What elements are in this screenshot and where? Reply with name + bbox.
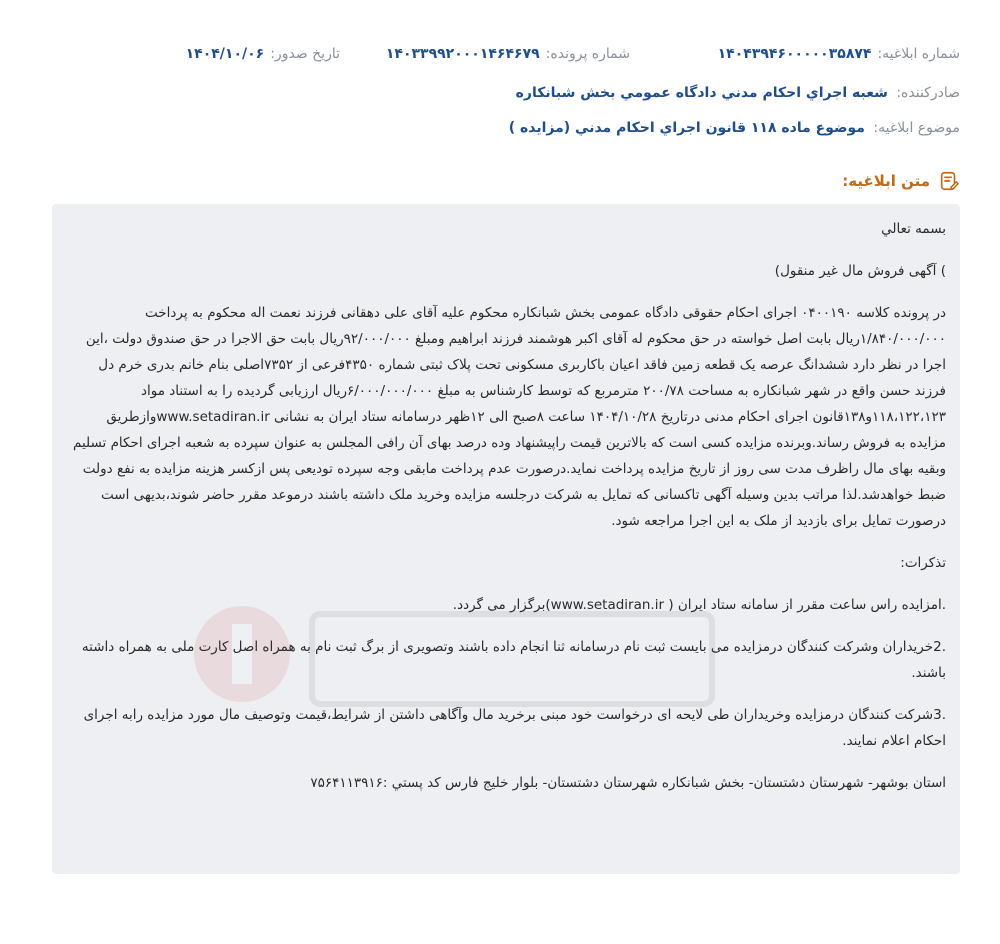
document-edit-icon: [938, 170, 960, 192]
notes-heading: تذکرات:: [900, 555, 946, 571]
body-main-paragraph: در پرونده کلاسه ۰۴۰۰۱۹۰ اجرای احکام حقوقی دادگاه عمومی بخش شبانکاره محکوم علیه آقای علی دهقانی فرزند نعمت اله محکوم به پرداخت ۱/۸۴۰/۰۰۰/۰۰۰ریال بابت اصل خواسته در حق محکوم له آقای اکبر هوشمند فرزند ابراهیم ومبلغ ۹۲/۰۰۰/۰۰۰ریال بابت حق الاجرا در حق صندوق دولت ،این اجرا در نظر دارد ششدانگ عرصه یک قطعه زمین فاقد اعیان باکاربری مسکونی تحت پلاک ثبتی شماره ۴۳۵۰فرعی از ۷۳۵۲اصلی بنام خانم بدری خرم دل فرزند حسن واقع در شهر شبانکاره به مساحت ۲۰۰/۷۸ مترمربع که توسط کارشناس به مبلغ ۶/۰۰۰/۰۰۰/۰۰۰ریال ارزیابی گردیده را به استناد مواد ۱۱۸،۱۲۲،۱۲۳و۱۳۸قانون اجرای احکام مدنی درتاریخ ۱۴۰۴/۱۰/۲۸ ساعت ۸صبح الی ۱۲ظهر درسامانه ستاد ایران به نشانی www.setadiran.irوازطریق مزایده به فروش رساند.وبرنده مزایده کسی است که بالاترین قیمت راپیشنهاد وده درصد بهای آن رافی المجلس به عنوان سپرده به شعبه اجرای احکام تسلیم وبقیه بهای مال راظرف مدت سی روز از تاریخ مزایده پرداخت نماید.درصورت عدم پرداخت مابقی وجه سپرده تودیعی پس ازکسر هزینه مزایده به نفع دولت ضبط خواهدشد.لذا مراتب بدین وسیله آگهی تاکسانی که تمایل به شرکت درجلسه مزایده وخرید ملک داشته باشند درموعد مقرر حاضر شوند،بدیهی است درصورت تمایل برای بازدید از ملک به این اجرا مراجعه شود.: [72, 305, 946, 529]
notice-text-panel: [52, 204, 960, 874]
subject-value: موضوع ماده ۱۱۸ قانون اجراي احکام مدني (مزايده ): [508, 120, 865, 136]
file-number-value: ۱۴۰۳۳۹۹۲۰۰۰۱۴۶۴۶۷۹: [385, 46, 540, 62]
subject-line: [509, 120, 960, 136]
file-number-label: شماره پرونده:: [545, 46, 630, 62]
notice-number-value: ۱۴۰۴۳۹۴۶۰۰۰۰۰۳۵۸۷۴: [717, 46, 872, 62]
notice-body: [66, 216, 946, 812]
issuer-value: شعبه اجراي احکام مدني دادگاه عمومي بخش شبانکاره: [515, 85, 888, 101]
address-line: استان بوشهر- شهرستان دشتستان- بخش شبانکاره شهرستان دشتستان- بلوار خلیج فارس کد پستي :۷۵۶۴۱۱۳۹۱۶: [310, 775, 946, 791]
issue-date-label: تاریخ صدور:: [270, 46, 340, 62]
issuer-line: [516, 85, 960, 101]
issue-date: [186, 46, 340, 62]
notice-number-label: شماره ابلاغیه:: [877, 46, 960, 62]
issuer-label: صادرکننده:: [896, 85, 960, 101]
note-3: .3شرکت کنندگان درمزایده وخریداران طی لایحه ای درخواست خود مبنی برخرید مال وآگاهی داشتن از شرایط،قیمت وتوصیف مال مورد مزایده رابه اجرای احکام اعلام نمایند.: [83, 707, 946, 749]
body-opening: بسمه تعالي: [881, 221, 946, 237]
notice-text-header: [842, 170, 960, 192]
body-heading: ) آگهی فروش مال غیر منقول): [774, 263, 946, 279]
notice-meta-row: [40, 46, 960, 70]
note-2: .2خریداران وشرکت کنندگان درمزایده می بایست ثبت نام درسامانه ثنا انجام داده باشند وتصویری از برگ ثبت نام به همراه اصل کارت ملی به همراه داشته باشند.: [81, 639, 946, 681]
issue-date-value: ۱۴۰۴/۱۰/۰۶: [185, 46, 265, 62]
file-number: [386, 46, 630, 62]
notice-text-title: متن ابلاغیه:: [842, 172, 930, 190]
subject-label: موضوع ابلاغیه:: [873, 120, 960, 136]
note-1: .امزایده راس ساعت مقرر از سامانه ستاد ایران ( www.setadiran.ir)برگزار می گردد.: [452, 597, 946, 613]
notice-number: [718, 46, 960, 62]
